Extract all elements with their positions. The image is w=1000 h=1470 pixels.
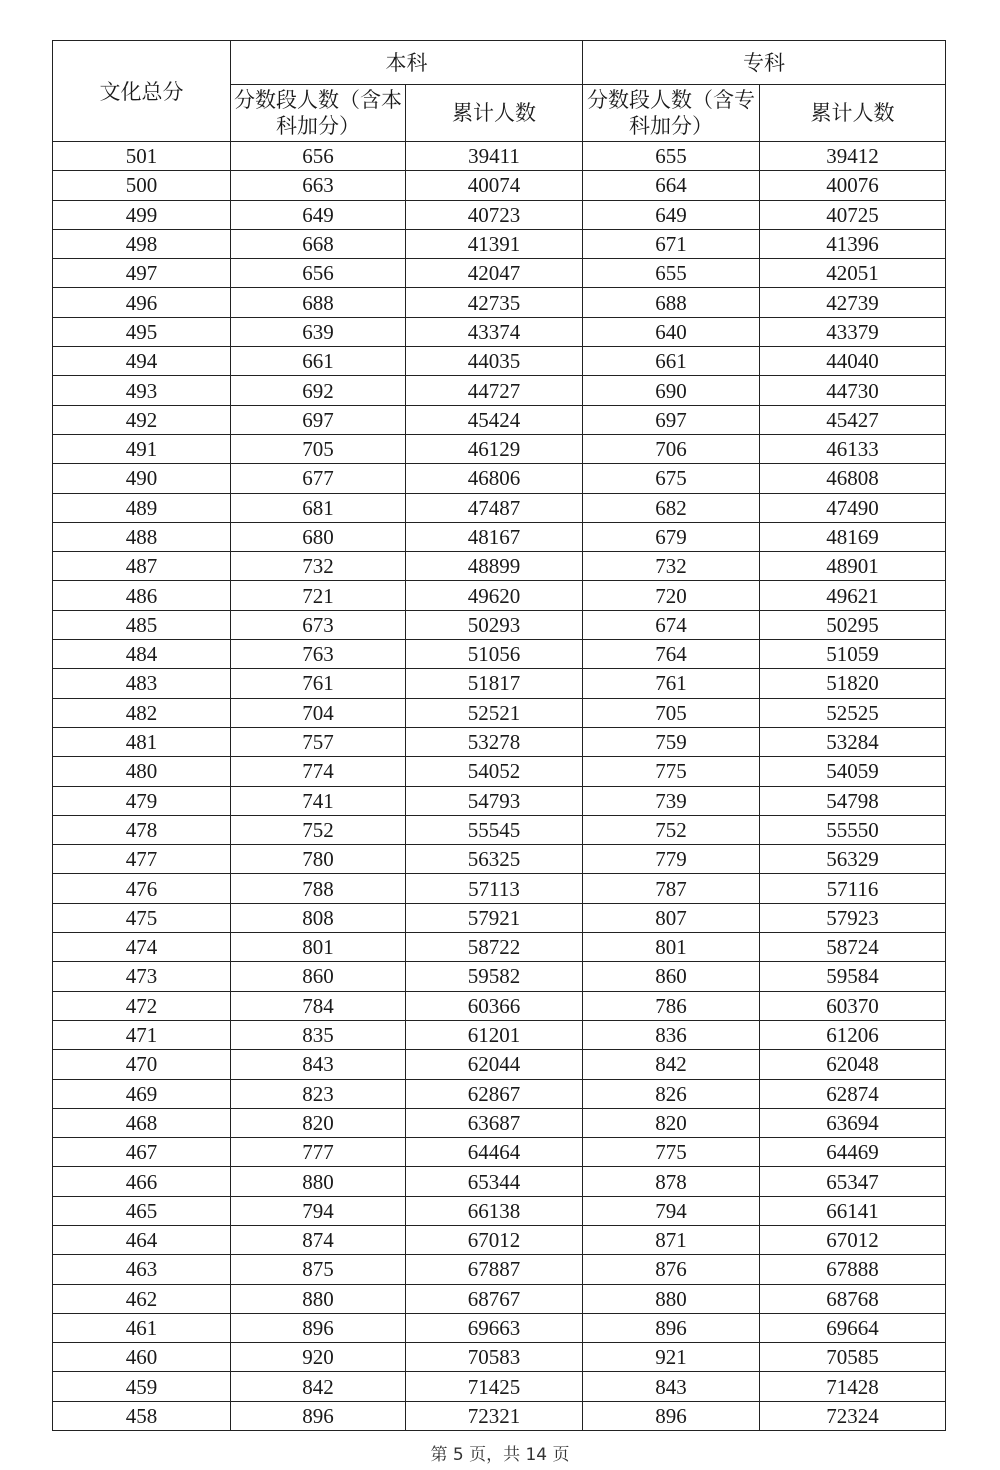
cell-benke-segment: 801 <box>231 933 406 962</box>
cell-zhuanke-cumulative: 64469 <box>760 1138 946 1167</box>
cell-benke-cumulative: 61201 <box>406 1020 583 1049</box>
cell-benke-cumulative: 40074 <box>406 171 583 200</box>
cell-zhuanke-cumulative: 69664 <box>760 1313 946 1342</box>
cell-zhuanke-cumulative: 72324 <box>760 1401 946 1430</box>
cell-benke-segment: 794 <box>231 1196 406 1225</box>
cell-score: 461 <box>53 1313 231 1342</box>
header-benke-cumulative: 累计人数 <box>406 84 583 141</box>
cell-benke-segment: 732 <box>231 552 406 581</box>
cell-score: 479 <box>53 786 231 815</box>
cell-benke-segment: 757 <box>231 727 406 756</box>
cell-benke-cumulative: 53278 <box>406 727 583 756</box>
table-row <box>53 259 946 288</box>
cell-benke-segment: 639 <box>231 317 406 346</box>
cell-benke-cumulative: 57113 <box>406 874 583 903</box>
cell-zhuanke-cumulative: 62874 <box>760 1079 946 1108</box>
cell-zhuanke-segment: 820 <box>583 1108 760 1137</box>
cell-zhuanke-cumulative: 65347 <box>760 1167 946 1196</box>
cell-benke-segment: 763 <box>231 640 406 669</box>
table-row <box>53 1401 946 1430</box>
cell-zhuanke-cumulative: 39412 <box>760 142 946 171</box>
table-row <box>53 1284 946 1313</box>
cell-benke-cumulative: 46806 <box>406 464 583 493</box>
table-row <box>53 288 946 317</box>
cell-score: 472 <box>53 991 231 1020</box>
cell-benke-segment: 920 <box>231 1343 406 1372</box>
cell-score: 465 <box>53 1196 231 1225</box>
table-row <box>53 874 946 903</box>
header-benke-segment: 分数段人数（含本科加分） <box>231 84 406 141</box>
cell-benke-segment: 835 <box>231 1020 406 1049</box>
cell-benke-cumulative: 55545 <box>406 815 583 844</box>
cell-score: 466 <box>53 1167 231 1196</box>
cell-score: 467 <box>53 1138 231 1167</box>
cell-score: 462 <box>53 1284 231 1313</box>
cell-score: 458 <box>53 1401 231 1430</box>
cell-benke-cumulative: 64464 <box>406 1138 583 1167</box>
cell-zhuanke-cumulative: 43379 <box>760 317 946 346</box>
cell-zhuanke-segment: 826 <box>583 1079 760 1108</box>
cell-score: 486 <box>53 581 231 610</box>
table-row <box>53 1372 946 1401</box>
cell-benke-segment: 808 <box>231 903 406 932</box>
table-body <box>53 142 946 1431</box>
cell-zhuanke-segment: 860 <box>583 962 760 991</box>
cell-zhuanke-cumulative: 53284 <box>760 727 946 756</box>
cell-zhuanke-segment: 671 <box>583 229 760 258</box>
cell-benke-segment: 842 <box>231 1372 406 1401</box>
cell-zhuanke-segment: 775 <box>583 1138 760 1167</box>
cell-score: 499 <box>53 200 231 229</box>
cell-benke-cumulative: 67012 <box>406 1225 583 1254</box>
table-row <box>53 786 946 815</box>
cell-zhuanke-segment: 661 <box>583 347 760 376</box>
cell-benke-segment: 874 <box>231 1225 406 1254</box>
cell-zhuanke-cumulative: 63694 <box>760 1108 946 1137</box>
cell-zhuanke-segment: 682 <box>583 493 760 522</box>
cell-benke-cumulative: 62044 <box>406 1050 583 1079</box>
cell-benke-segment: 705 <box>231 434 406 463</box>
cell-benke-cumulative: 59582 <box>406 962 583 991</box>
cell-benke-segment: 860 <box>231 962 406 991</box>
header-score: 文化总分 <box>53 41 231 142</box>
cell-score: 478 <box>53 815 231 844</box>
cell-benke-cumulative: 62867 <box>406 1079 583 1108</box>
cell-benke-cumulative: 42735 <box>406 288 583 317</box>
cell-benke-segment: 752 <box>231 815 406 844</box>
cell-score: 460 <box>53 1343 231 1372</box>
cell-zhuanke-segment: 843 <box>583 1372 760 1401</box>
cell-zhuanke-segment: 697 <box>583 405 760 434</box>
table-row <box>53 757 946 786</box>
cell-zhuanke-segment: 761 <box>583 669 760 698</box>
cell-score: 481 <box>53 727 231 756</box>
cell-benke-cumulative: 63687 <box>406 1108 583 1137</box>
table-row <box>53 903 946 932</box>
cell-benke-segment: 896 <box>231 1313 406 1342</box>
cell-benke-cumulative: 40723 <box>406 200 583 229</box>
cell-benke-segment: 680 <box>231 522 406 551</box>
cell-score: 485 <box>53 610 231 639</box>
cell-zhuanke-segment: 675 <box>583 464 760 493</box>
table-row <box>53 493 946 522</box>
table-row <box>53 1255 946 1284</box>
cell-benke-segment: 774 <box>231 757 406 786</box>
cell-zhuanke-cumulative: 67888 <box>760 1255 946 1284</box>
cell-zhuanke-segment: 764 <box>583 640 760 669</box>
table-row <box>53 434 946 463</box>
cell-score: 463 <box>53 1255 231 1284</box>
table-row <box>53 317 946 346</box>
cell-benke-segment: 688 <box>231 288 406 317</box>
cell-score: 482 <box>53 698 231 727</box>
cell-benke-cumulative: 44035 <box>406 347 583 376</box>
cell-benke-cumulative: 43374 <box>406 317 583 346</box>
cell-zhuanke-cumulative: 45427 <box>760 405 946 434</box>
table-row <box>53 522 946 551</box>
cell-benke-cumulative: 72321 <box>406 1401 583 1430</box>
cell-zhuanke-segment: 807 <box>583 903 760 932</box>
header-zhuanke-cumulative: 累计人数 <box>760 84 946 141</box>
cell-benke-cumulative: 48167 <box>406 522 583 551</box>
cell-score: 495 <box>53 317 231 346</box>
cell-benke-cumulative: 49620 <box>406 581 583 610</box>
cell-zhuanke-cumulative: 60370 <box>760 991 946 1020</box>
table-row <box>53 552 946 581</box>
cell-zhuanke-cumulative: 48901 <box>760 552 946 581</box>
cell-zhuanke-segment: 842 <box>583 1050 760 1079</box>
cell-zhuanke-cumulative: 62048 <box>760 1050 946 1079</box>
cell-zhuanke-segment: 794 <box>583 1196 760 1225</box>
cell-benke-cumulative: 57921 <box>406 903 583 932</box>
table-row <box>53 845 946 874</box>
cell-score: 493 <box>53 376 231 405</box>
cell-zhuanke-cumulative: 42739 <box>760 288 946 317</box>
cell-benke-segment: 697 <box>231 405 406 434</box>
header-group-benke: 本科 <box>231 41 583 85</box>
table-row <box>53 815 946 844</box>
cell-zhuanke-segment: 664 <box>583 171 760 200</box>
cell-zhuanke-cumulative: 56329 <box>760 845 946 874</box>
header-group-zhuanke: 专科 <box>583 41 946 85</box>
cell-zhuanke-segment: 655 <box>583 259 760 288</box>
cell-score: 498 <box>53 229 231 258</box>
cell-benke-cumulative: 70583 <box>406 1343 583 1372</box>
table-row <box>53 669 946 698</box>
header-zhuanke-segment: 分数段人数（含专科加分） <box>583 84 760 141</box>
cell-zhuanke-cumulative: 44730 <box>760 376 946 405</box>
cell-zhuanke-segment: 787 <box>583 874 760 903</box>
cell-zhuanke-cumulative: 67012 <box>760 1225 946 1254</box>
cell-score: 480 <box>53 757 231 786</box>
cell-zhuanke-segment: 705 <box>583 698 760 727</box>
cell-zhuanke-segment: 655 <box>583 142 760 171</box>
cell-benke-cumulative: 44727 <box>406 376 583 405</box>
cell-score: 501 <box>53 142 231 171</box>
cell-zhuanke-segment: 896 <box>583 1401 760 1430</box>
table-row <box>53 376 946 405</box>
cell-benke-cumulative: 69663 <box>406 1313 583 1342</box>
cell-zhuanke-segment: 921 <box>583 1343 760 1372</box>
cell-benke-segment: 677 <box>231 464 406 493</box>
cell-benke-segment: 741 <box>231 786 406 815</box>
table-row <box>53 1050 946 1079</box>
cell-zhuanke-cumulative: 57116 <box>760 874 946 903</box>
cell-zhuanke-segment: 801 <box>583 933 760 962</box>
cell-benke-segment: 761 <box>231 669 406 698</box>
cell-benke-segment: 880 <box>231 1284 406 1313</box>
table-row <box>53 1225 946 1254</box>
cell-zhuanke-segment: 679 <box>583 522 760 551</box>
cell-score: 494 <box>53 347 231 376</box>
table-row <box>53 991 946 1020</box>
cell-benke-cumulative: 46129 <box>406 434 583 463</box>
table-row <box>53 1167 946 1196</box>
cell-zhuanke-cumulative: 50295 <box>760 610 946 639</box>
score-distribution-table <box>52 40 946 1431</box>
cell-zhuanke-cumulative: 49621 <box>760 581 946 610</box>
table-row <box>53 933 946 962</box>
cell-zhuanke-segment: 674 <box>583 610 760 639</box>
cell-zhuanke-cumulative: 41396 <box>760 229 946 258</box>
cell-score: 471 <box>53 1020 231 1049</box>
table-row <box>53 464 946 493</box>
cell-zhuanke-segment: 880 <box>583 1284 760 1313</box>
cell-benke-segment: 661 <box>231 347 406 376</box>
cell-zhuanke-cumulative: 68768 <box>760 1284 946 1313</box>
table-row <box>53 640 946 669</box>
cell-zhuanke-cumulative: 55550 <box>760 815 946 844</box>
cell-benke-segment: 896 <box>231 1401 406 1430</box>
cell-zhuanke-segment: 836 <box>583 1020 760 1049</box>
cell-zhuanke-cumulative: 46133 <box>760 434 946 463</box>
cell-benke-segment: 668 <box>231 229 406 258</box>
page-indicator: 第 5 页，共 14 页 <box>430 1445 570 1465</box>
table-row <box>53 171 946 200</box>
cell-zhuanke-segment: 739 <box>583 786 760 815</box>
cell-zhuanke-segment: 779 <box>583 845 760 874</box>
cell-benke-segment: 656 <box>231 259 406 288</box>
cell-zhuanke-cumulative: 46808 <box>760 464 946 493</box>
cell-score: 496 <box>53 288 231 317</box>
cell-zhuanke-segment: 871 <box>583 1225 760 1254</box>
cell-benke-segment: 784 <box>231 991 406 1020</box>
cell-zhuanke-segment: 896 <box>583 1313 760 1342</box>
cell-benke-cumulative: 48899 <box>406 552 583 581</box>
cell-benke-cumulative: 68767 <box>406 1284 583 1313</box>
cell-benke-segment: 777 <box>231 1138 406 1167</box>
cell-zhuanke-segment: 706 <box>583 434 760 463</box>
cell-zhuanke-cumulative: 40076 <box>760 171 946 200</box>
cell-benke-cumulative: 54793 <box>406 786 583 815</box>
cell-score: 491 <box>53 434 231 463</box>
cell-zhuanke-cumulative: 48169 <box>760 522 946 551</box>
cell-score: 475 <box>53 903 231 932</box>
cell-zhuanke-segment: 720 <box>583 581 760 610</box>
cell-benke-cumulative: 51817 <box>406 669 583 698</box>
cell-score: 468 <box>53 1108 231 1137</box>
cell-benke-segment: 681 <box>231 493 406 522</box>
cell-benke-segment: 788 <box>231 874 406 903</box>
cell-zhuanke-segment: 775 <box>583 757 760 786</box>
cell-benke-segment: 721 <box>231 581 406 610</box>
table-row <box>53 698 946 727</box>
cell-zhuanke-segment: 732 <box>583 552 760 581</box>
cell-benke-cumulative: 52521 <box>406 698 583 727</box>
cell-zhuanke-cumulative: 70585 <box>760 1343 946 1372</box>
cell-benke-segment: 880 <box>231 1167 406 1196</box>
cell-score: 476 <box>53 874 231 903</box>
cell-zhuanke-cumulative: 42051 <box>760 259 946 288</box>
cell-zhuanke-cumulative: 54798 <box>760 786 946 815</box>
cell-score: 474 <box>53 933 231 962</box>
cell-zhuanke-cumulative: 71428 <box>760 1372 946 1401</box>
cell-zhuanke-segment: 688 <box>583 288 760 317</box>
table-row <box>53 347 946 376</box>
cell-benke-cumulative: 60366 <box>406 991 583 1020</box>
cell-benke-segment: 823 <box>231 1079 406 1108</box>
cell-benke-cumulative: 58722 <box>406 933 583 962</box>
cell-benke-segment: 780 <box>231 845 406 874</box>
table-row <box>53 1138 946 1167</box>
table-row <box>53 229 946 258</box>
cell-benke-segment: 649 <box>231 200 406 229</box>
table-row <box>53 610 946 639</box>
cell-benke-cumulative: 66138 <box>406 1196 583 1225</box>
cell-score: 473 <box>53 962 231 991</box>
cell-score: 477 <box>53 845 231 874</box>
cell-benke-segment: 656 <box>231 142 406 171</box>
table-row <box>53 1079 946 1108</box>
cell-benke-segment: 663 <box>231 171 406 200</box>
table-row <box>53 962 946 991</box>
cell-zhuanke-cumulative: 61206 <box>760 1020 946 1049</box>
cell-score: 489 <box>53 493 231 522</box>
cell-benke-cumulative: 51056 <box>406 640 583 669</box>
cell-zhuanke-cumulative: 54059 <box>760 757 946 786</box>
cell-zhuanke-cumulative: 52525 <box>760 698 946 727</box>
cell-zhuanke-segment: 876 <box>583 1255 760 1284</box>
cell-benke-cumulative: 42047 <box>406 259 583 288</box>
cell-benke-cumulative: 54052 <box>406 757 583 786</box>
table-row <box>53 1343 946 1372</box>
cell-score: 484 <box>53 640 231 669</box>
cell-benke-cumulative: 47487 <box>406 493 583 522</box>
cell-benke-cumulative: 41391 <box>406 229 583 258</box>
cell-zhuanke-cumulative: 44040 <box>760 347 946 376</box>
cell-benke-segment: 843 <box>231 1050 406 1079</box>
cell-zhuanke-cumulative: 59584 <box>760 962 946 991</box>
cell-score: 483 <box>53 669 231 698</box>
cell-zhuanke-segment: 752 <box>583 815 760 844</box>
table-row <box>53 581 946 610</box>
cell-benke-cumulative: 39411 <box>406 142 583 171</box>
cell-benke-segment: 704 <box>231 698 406 727</box>
cell-benke-cumulative: 71425 <box>406 1372 583 1401</box>
table-row <box>53 1196 946 1225</box>
cell-benke-cumulative: 45424 <box>406 405 583 434</box>
cell-zhuanke-cumulative: 40725 <box>760 200 946 229</box>
cell-score: 487 <box>53 552 231 581</box>
cell-benke-segment: 673 <box>231 610 406 639</box>
table-row <box>53 142 946 171</box>
cell-score: 488 <box>53 522 231 551</box>
table-row <box>53 200 946 229</box>
cell-score: 464 <box>53 1225 231 1254</box>
table-row <box>53 727 946 756</box>
cell-zhuanke-segment: 690 <box>583 376 760 405</box>
cell-score: 497 <box>53 259 231 288</box>
cell-benke-segment: 692 <box>231 376 406 405</box>
cell-score: 470 <box>53 1050 231 1079</box>
cell-benke-cumulative: 65344 <box>406 1167 583 1196</box>
cell-zhuanke-segment: 878 <box>583 1167 760 1196</box>
cell-zhuanke-cumulative: 47490 <box>760 493 946 522</box>
cell-zhuanke-cumulative: 66141 <box>760 1196 946 1225</box>
cell-benke-cumulative: 56325 <box>406 845 583 874</box>
table-row <box>53 1108 946 1137</box>
cell-benke-cumulative: 50293 <box>406 610 583 639</box>
cell-zhuanke-cumulative: 51059 <box>760 640 946 669</box>
cell-score: 492 <box>53 405 231 434</box>
cell-benke-segment: 820 <box>231 1108 406 1137</box>
cell-score: 459 <box>53 1372 231 1401</box>
table-row <box>53 1020 946 1049</box>
table-row <box>53 405 946 434</box>
cell-score: 500 <box>53 171 231 200</box>
cell-score: 469 <box>53 1079 231 1108</box>
table-row <box>53 1313 946 1342</box>
cell-score: 490 <box>53 464 231 493</box>
cell-zhuanke-segment: 759 <box>583 727 760 756</box>
cell-zhuanke-cumulative: 58724 <box>760 933 946 962</box>
cell-zhuanke-cumulative: 57923 <box>760 903 946 932</box>
cell-zhuanke-segment: 640 <box>583 317 760 346</box>
cell-benke-segment: 875 <box>231 1255 406 1284</box>
cell-zhuanke-cumulative: 51820 <box>760 669 946 698</box>
cell-benke-cumulative: 67887 <box>406 1255 583 1284</box>
cell-zhuanke-segment: 649 <box>583 200 760 229</box>
cell-zhuanke-segment: 786 <box>583 991 760 1020</box>
